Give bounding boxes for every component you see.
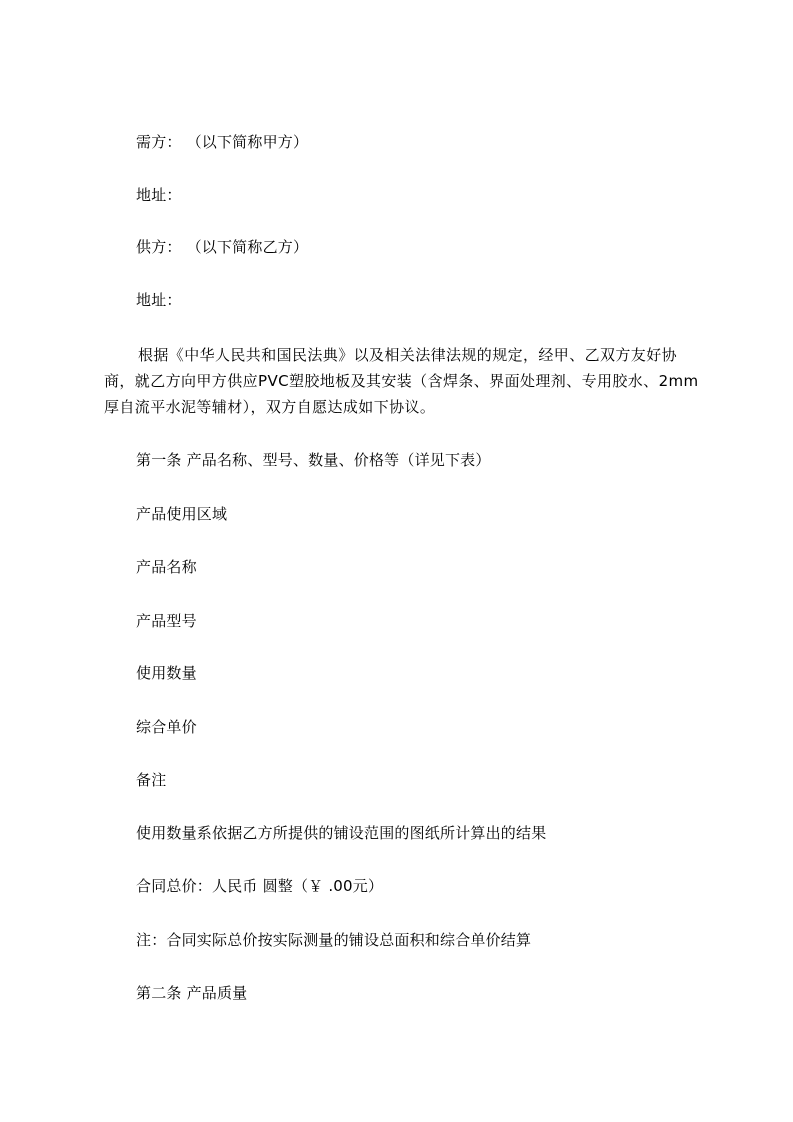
quantity-note: 使用数量系依据乙方所提供的铺设范围的图纸所计算出的结果 — [136, 824, 547, 842]
total-price-line: 合同总价：人民币 圆整（￥ .00元） — [136, 877, 384, 895]
buyer-line: 需方： （以下简称甲方） — [136, 133, 309, 151]
table-header-product-name: 产品名称 — [136, 558, 197, 576]
table-header-product-model: 产品型号 — [136, 612, 197, 630]
intro-paragraph: 根据《中华人民共和国民法典》以及相关法律法规的规定，经甲、乙双方友好协商，就乙方向甲方供应PVC塑胶地板及其安装（含焊条、界面处理剂、专用胶水、2mm厚自流平水泥等辅材），双方自愿达成如下协议。 — [104, 346, 699, 416]
settlement-note: 注：合同实际总价按实际测量的铺设总面积和综合单价结算 — [136, 931, 532, 949]
table-header-usage-area: 产品使用区域 — [136, 505, 228, 523]
table-header-quantity: 使用数量 — [136, 664, 197, 682]
buyer-address-line: 地址： — [136, 186, 182, 204]
table-header-remarks: 备注 — [136, 771, 167, 789]
article-2-title: 第二条 产品质量 — [136, 984, 248, 1002]
table-header-unit-price: 综合单价 — [136, 718, 197, 736]
supplier-address-line: 地址： — [136, 291, 182, 309]
supplier-line: 供方： （以下简称乙方） — [136, 238, 309, 256]
article-1-title: 第一条 产品名称、型号、数量、价格等（详见下表） — [136, 451, 491, 469]
